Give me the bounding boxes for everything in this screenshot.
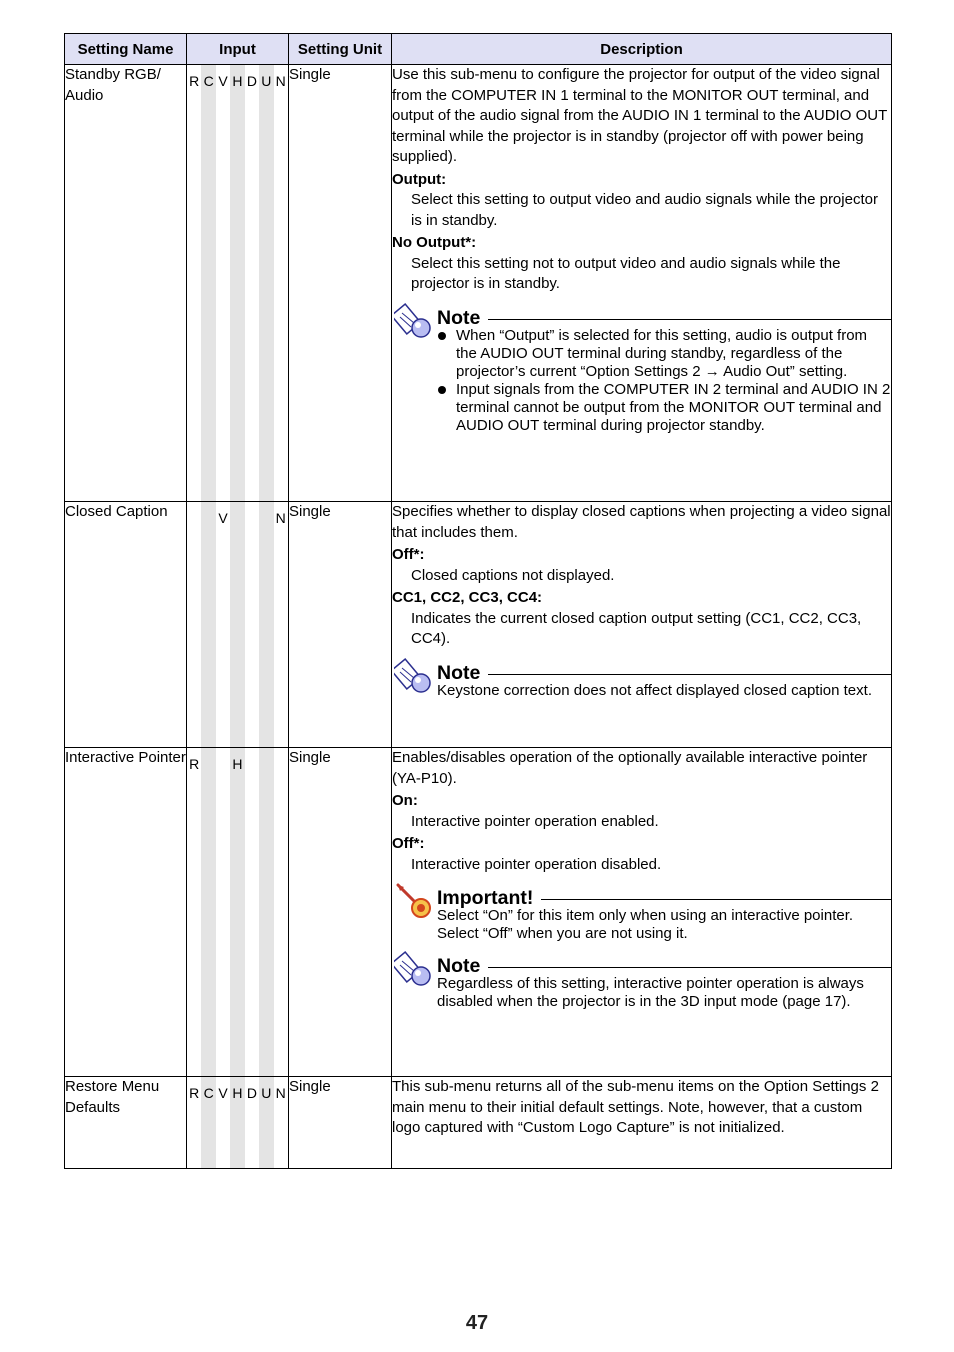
note-text: Regardless of this setting, interactive pointer operation is always disabled when the projector is in the 3D input mode (page 17). <box>437 975 864 1010</box>
table-row <box>65 748 892 1077</box>
input-c <box>201 754 215 774</box>
note-icon <box>394 949 434 989</box>
header-input: Input <box>187 34 289 65</box>
input-n <box>274 754 288 774</box>
setting-name: Standby RGB/ Audio <box>65 65 187 502</box>
input-r: R <box>189 73 200 89</box>
list-item: Input signals from the COMPUTER IN 2 terminal and AUDIO IN 2 terminal cannot be output from the MONITOR OUT terminal and AUDIO OUT terminal during projector standby. <box>437 381 891 435</box>
option-label: CC1, CC2, CC3, CC4: <box>392 589 543 606</box>
description-cell <box>392 748 892 1077</box>
note-callout <box>392 957 891 1011</box>
option-label: Off*: <box>392 835 425 852</box>
description-intro: This sub-menu returns all of the sub-menu items on the Option Settings 2 main menu to their initial default settings. Note, however, that a custom logo captured with “Custom Logo Capture” is not initialized. <box>392 1078 879 1136</box>
input-h: H <box>232 1085 243 1101</box>
option-label: On: <box>392 792 418 809</box>
setting-unit: Single <box>289 502 392 748</box>
input-r <box>187 508 201 528</box>
input-v: V <box>218 1085 228 1101</box>
important-callout <box>392 889 891 943</box>
description-intro: Enables/disables operation of the optionally available interactive pointer (YA-P10). <box>392 749 868 787</box>
option-text: Interactive pointer operation enabled. <box>411 812 659 830</box>
input-d: D <box>246 73 257 89</box>
input-letters <box>187 65 288 91</box>
option-text: Select this setting not to output video and audio signals while the projector is in standby. <box>411 254 841 292</box>
header-setting-unit: Setting Unit <box>289 34 392 65</box>
note-text: Keystone correction does not affect displayed closed caption text. <box>437 681 872 699</box>
input-n: N <box>275 73 286 89</box>
description-cell <box>392 65 892 502</box>
header-setting-name: Setting Name <box>65 34 187 65</box>
input-cell <box>187 1077 289 1169</box>
input-u: U <box>261 1085 272 1101</box>
description-intro: Use this sub-menu to configure the projector for output of the video signal from the COMPUTER IN 1 terminal to the MONITOR OUT terminal, and output of the audio signal from the AUDIO IN 1 terminal to the AUDIO OUT terminal while the projector is in standby (projector off with power being supplied). <box>392 66 887 165</box>
input-letters <box>187 748 288 774</box>
input-d <box>245 754 259 774</box>
input-n: N <box>275 1085 286 1101</box>
table-row <box>65 502 892 748</box>
note-title: Note <box>437 955 481 977</box>
table-row <box>65 1077 892 1169</box>
description-intro: Specifies whether to display closed captions when projecting a video signal that includes them. <box>392 503 891 541</box>
input-cell <box>187 748 289 1077</box>
option-text: Select this setting to output video and audio signals while the projector is in standby. <box>411 191 878 229</box>
input-d <box>245 508 259 528</box>
setting-name: Closed Caption <box>65 502 187 748</box>
input-c <box>201 508 215 528</box>
option-label: No Output*: <box>392 234 477 251</box>
note-icon <box>394 301 434 341</box>
input-d: D <box>246 1085 257 1101</box>
note-callout <box>392 306 891 435</box>
note-list <box>437 327 891 435</box>
description-cell <box>392 502 892 748</box>
input-cell <box>187 65 289 502</box>
input-letters <box>187 502 288 528</box>
option-label: Off*: <box>392 546 425 563</box>
header-row <box>65 34 892 65</box>
option-text: Interactive pointer operation disabled. <box>411 855 662 873</box>
list-item: When “Output” is selected for this setting, audio is output from the AUDIO OUT terminal during standby, regardless of the projector’s current “Option Settings 2 → Audio Out” setting. <box>437 327 891 381</box>
setting-name: Restore Menu Defaults <box>65 1077 187 1169</box>
table-row <box>65 65 892 502</box>
setting-unit: Single <box>289 748 392 1077</box>
setting-unit: Single <box>289 65 392 502</box>
option-text: Closed captions not displayed. <box>411 566 615 584</box>
input-r: R <box>189 1085 200 1101</box>
note-icon <box>394 656 434 696</box>
input-r: R <box>189 756 200 772</box>
input-cell <box>187 502 289 748</box>
important-text: Select “On” for this item only when using an interactive pointer. Select “Off” when you are not using it. <box>437 907 854 942</box>
note-title: Note <box>437 661 481 684</box>
important-title: Important! <box>437 887 534 909</box>
description-cell <box>392 1077 892 1169</box>
setting-unit: Single <box>289 1077 392 1169</box>
option-label: Output: <box>392 170 447 188</box>
input-h: H <box>232 73 243 89</box>
input-u: U <box>261 73 272 89</box>
input-n: N <box>275 510 286 526</box>
note-title: Note <box>437 306 481 329</box>
input-h: H <box>232 756 243 772</box>
page-number: 47 <box>465 1312 489 1334</box>
settings-table <box>64 33 892 1169</box>
input-v: V <box>218 73 228 89</box>
input-letters <box>187 1077 288 1103</box>
option-text: Indicates the current closed caption output setting (CC1, CC2, CC3, CC4). <box>411 609 862 647</box>
important-icon <box>394 881 434 921</box>
input-u <box>259 508 273 528</box>
input-v <box>216 754 230 774</box>
input-v: V <box>218 510 228 526</box>
input-h <box>230 508 244 528</box>
header-description: Description <box>392 34 892 65</box>
input-u <box>259 754 273 774</box>
setting-name: Interactive Pointer <box>65 748 187 1077</box>
input-c: C <box>203 73 214 89</box>
input-c: C <box>203 1085 214 1101</box>
note-callout <box>392 661 891 700</box>
